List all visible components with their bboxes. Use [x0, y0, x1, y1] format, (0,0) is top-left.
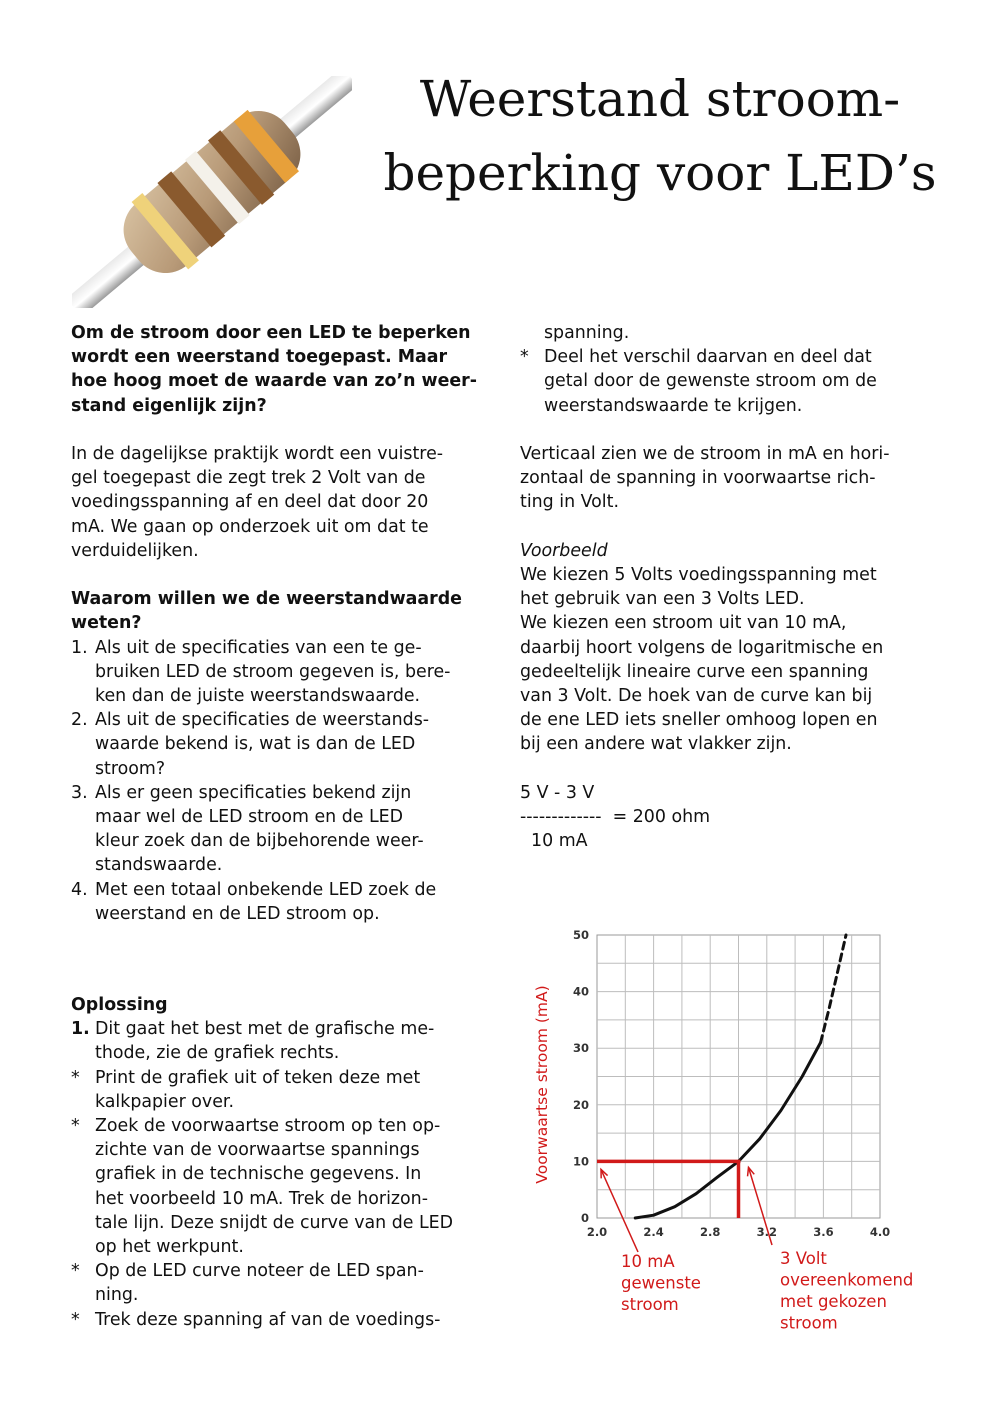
x-tick-label: 2.8 [700, 1225, 721, 1239]
resistor-illustration [72, 76, 352, 308]
para-line: Verticaal zien we de stroom in mA en hori- [520, 444, 890, 464]
para-line: voedingsspanning af en deel dat door 20 [71, 492, 429, 513]
intro-line: stand eigenlijk zijn? [71, 395, 267, 416]
solution-item [71, 1066, 491, 1114]
item-marker: 1. [71, 1019, 90, 1040]
x-tick-label: 4.0 [869, 1225, 891, 1239]
example-line: gedeeltelijk lineaire curve een spanning [520, 661, 869, 682]
example-line: daarbij hoort volgens de logaritmische en [520, 637, 884, 658]
example-heading: Voorbeeld [520, 540, 608, 561]
annotation-line: gewenste [621, 1273, 701, 1293]
item-line: tale lijn. Deze snijdt de curve van de LED [95, 1212, 454, 1233]
y-tick-label: 20 [572, 1097, 589, 1112]
intro-line: hoe hoog moet de waarde van zo’n weer- [71, 371, 477, 392]
intro-line: wordt een weerstand toegepast. Maar [71, 347, 448, 368]
item-line: zichte van de voorwaartse spannings [95, 1140, 420, 1161]
formula-line: ------------- = 200 ohm [520, 807, 711, 828]
solution-item [71, 1017, 491, 1065]
item-marker: 4. [71, 879, 88, 900]
item-line: op het werkpunt. [95, 1237, 244, 1258]
title-line-2: beperking voor LED’s [383, 144, 937, 202]
x-tick-label: 2.4 [643, 1225, 664, 1239]
item-line: kleur zoek dan de bijbehorende weer- [95, 831, 424, 852]
item-line: Als uit de specificaties de weerstands- [95, 710, 430, 731]
y-tick-label: 10 [572, 1154, 589, 1169]
para-line: mA. We gaan op onderzoek uit om dat te [71, 516, 429, 537]
item-line: Zoek de voorwaartse stroom op ten op- [95, 1116, 441, 1137]
item-line: Trek deze spanning af van de voedings- [95, 1309, 441, 1330]
annotation-line: overeenkomend [780, 1270, 914, 1290]
numbered-item [71, 878, 491, 926]
item-line: Als uit de specificaties van een te ge- [95, 637, 422, 658]
numbered-item [71, 708, 491, 781]
x-tick-label: 3.2 [756, 1225, 777, 1239]
page-title [360, 62, 960, 210]
item-line: het voorbeeld 10 mA. Trek de horizon- [95, 1188, 428, 1209]
item-line: ken dan de juiste weerstandswaarde. [95, 686, 421, 707]
item-line: ning. [95, 1285, 139, 1306]
para-line: zontaal de spanning in voorwaartse rich- [520, 468, 876, 489]
item-line: Dit gaat het best met de grafische me- [95, 1019, 435, 1040]
x-tick-label: 3.6 [813, 1225, 834, 1239]
numbered-item [71, 781, 491, 878]
item-marker: * [71, 1116, 80, 1137]
formula-line: 5 V - 3 V [520, 782, 595, 803]
para-line: In de dagelijkse praktijk wordt een vuistre- [71, 444, 444, 464]
right-column [520, 321, 940, 853]
question-heading: Waarom willen we de weerstandwaarde [71, 589, 462, 610]
item-marker: 2. [71, 710, 88, 731]
example-line: de ene LED iets sneller omhoog lopen en [520, 710, 878, 731]
item-line: Als er geen specificaties bekend zijn [95, 782, 412, 803]
item-line: kalkpapier over. [95, 1091, 234, 1112]
title-line-1: Weerstand stroom- [419, 70, 901, 128]
y-tick-label: 40 [572, 984, 589, 999]
item-marker: * [71, 1067, 80, 1088]
para-line: verduidelijken. [71, 540, 199, 561]
led-iv-chart [500, 915, 940, 1345]
y-tick-label: 50 [572, 928, 589, 942]
example-line: bij een andere wat vlakker zijn. [520, 734, 792, 755]
item-line: getal door de gewenste stroom om de [544, 371, 877, 392]
item-line: grafiek in de technische gegevens. In [95, 1164, 422, 1185]
item-line: maar wel de LED stroom en de LED [95, 807, 404, 828]
example-line: We kiezen 5 Volts voedingsspanning met [520, 565, 877, 585]
solution-item [520, 345, 940, 418]
formula-line: 10 mA [520, 831, 588, 852]
y-axis-label: Voorwaartse stroom (mA) [533, 985, 551, 1184]
item-line: weerstand en de LED stroom op. [95, 903, 380, 924]
para-line: gel toegepast die zegt trek 2 Volt van de [71, 468, 426, 489]
para-line: ting in Volt. [520, 492, 619, 513]
y-tick-label: 0 [580, 1211, 589, 1225]
continued-line: spanning. [544, 323, 630, 343]
item-marker: 3. [71, 782, 88, 803]
intro-line: Om de stroom door een LED te beperken [71, 323, 471, 343]
left-column [71, 321, 491, 926]
solution-item [71, 1308, 491, 1332]
annotation-line: met gekozen [780, 1292, 887, 1311]
x-tick-labels [587, 1225, 890, 1239]
item-marker: * [71, 1309, 80, 1330]
item-line: Met een totaal onbekende LED zoek de [95, 879, 437, 900]
y-tick-labels [573, 928, 589, 1225]
item-line: Print de grafiek uit of teken deze met [95, 1067, 421, 1088]
item-line: standswaarde. [95, 855, 223, 876]
annotation-line: stroom [621, 1295, 679, 1314]
example-line: van 3 Volt. De hoek van de curve kan bij [520, 686, 873, 707]
item-marker: 1. [71, 637, 88, 658]
example-line: het gebruik van een 3 Volts LED. [520, 589, 805, 610]
solution-item [71, 1259, 491, 1307]
item-line: Deel het verschil daarvan en deel dat [544, 347, 872, 368]
item-line: weerstandswaarde te krijgen. [544, 395, 803, 416]
annotation-line: 3 Volt [780, 1249, 827, 1268]
solution-item [71, 1114, 491, 1259]
annotation-line: stroom [780, 1313, 838, 1333]
question-heading: weten? [71, 613, 142, 634]
item-line: Op de LED curve noteer de LED span- [95, 1261, 424, 1282]
item-line: waarde bekend is, wat is dan de LED [95, 734, 416, 755]
solution-heading: Oplossing [71, 995, 168, 1015]
example-line: We kiezen een stroom uit van 10 mA, [520, 613, 847, 634]
annotation-line: 10 mA [621, 1252, 675, 1271]
y-tick-label: 30 [572, 1041, 589, 1056]
x-tick-label: 2.0 [586, 1225, 608, 1239]
item-line: thode, zie de grafiek rechts. [95, 1043, 340, 1064]
item-line: stroom? [95, 758, 166, 779]
item-line: bruiken LED de stroom gegeven is, bere- [95, 661, 451, 682]
solution-section [71, 993, 491, 1332]
item-marker: * [520, 347, 529, 368]
numbered-item [71, 636, 491, 709]
item-marker: * [71, 1261, 80, 1282]
